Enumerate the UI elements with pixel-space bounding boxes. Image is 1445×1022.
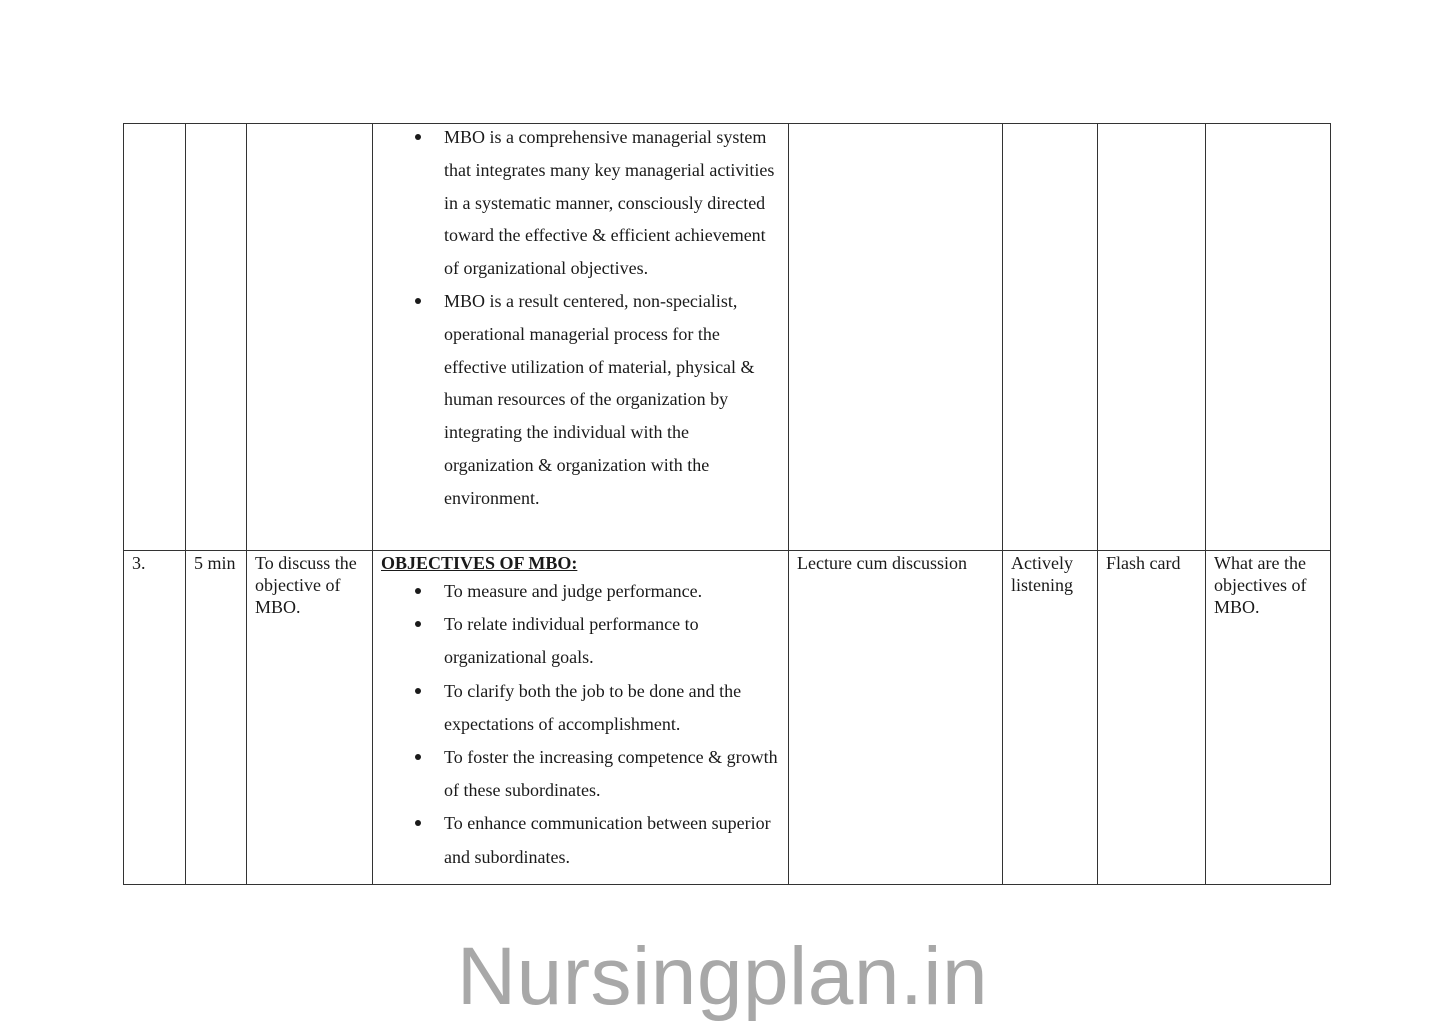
table-row [124,124,1331,551]
objective-cell [247,124,373,551]
evaluation-cell [1206,124,1331,551]
bullet-icon [415,621,421,627]
teaching-activity-cell [789,124,1003,551]
objective-cell: To discuss the objective of MBO. [247,551,373,885]
table-row [124,551,1331,885]
time-cell: 5 min [186,551,247,885]
list-item [381,807,782,873]
content-cell [373,124,789,551]
learning-activity-cell: Actively listening [1003,551,1098,885]
bullet-text: MBO is a comprehensive managerial system that integrates many key managerial activities in a systematic manner, consciously directed toward the effective & efficient achievement of organizational objectives. [444,127,775,279]
list-item [381,575,782,608]
bullet-icon [415,134,421,140]
evaluation-cell: What are the objectives of MBO. [1206,551,1331,885]
sno-cell: 3. [124,551,186,885]
bullet-text: To measure and judge performance. [444,581,703,601]
section-heading: OBJECTIVES OF MBO: [381,553,578,573]
list-item [381,741,782,807]
bullet-text: MBO is a result centered, non-specialist, operational managerial process for the effective utilization of material, physical & human resources of the organization by integrating the individual with the organization & organization with the environment. [444,290,755,508]
list-item [381,285,782,515]
time-cell [186,124,247,551]
list-item [381,675,782,741]
bullet-icon [415,298,421,304]
content-bullet-list [381,575,782,874]
teaching-activity-cell: Lecture cum discussion [789,551,1003,885]
bullet-icon [415,820,421,826]
av-aids-cell [1098,124,1206,551]
content-cell [373,551,789,885]
bullet-icon [415,688,421,694]
bullet-text: To enhance communication between superior and subordinates. [444,813,771,867]
list-item [381,121,782,285]
content-bullet-list [381,121,782,515]
sno-cell [124,124,186,551]
lesson-plan-table [123,123,1331,885]
bullet-icon [415,754,421,760]
learning-activity-cell [1003,124,1098,551]
bullet-text: To foster the increasing competence & growth of these subordinates. [444,747,778,801]
bullet-icon [415,588,421,594]
av-aids-cell: Flash card [1098,551,1206,885]
bullet-text: To clarify both the job to be done and the expectations of accomplishment. [444,680,742,734]
list-item [381,608,782,674]
bullet-text: To relate individual performance to organizational goals. [444,614,699,668]
watermark: Nursingplan.in [456,931,989,1022]
